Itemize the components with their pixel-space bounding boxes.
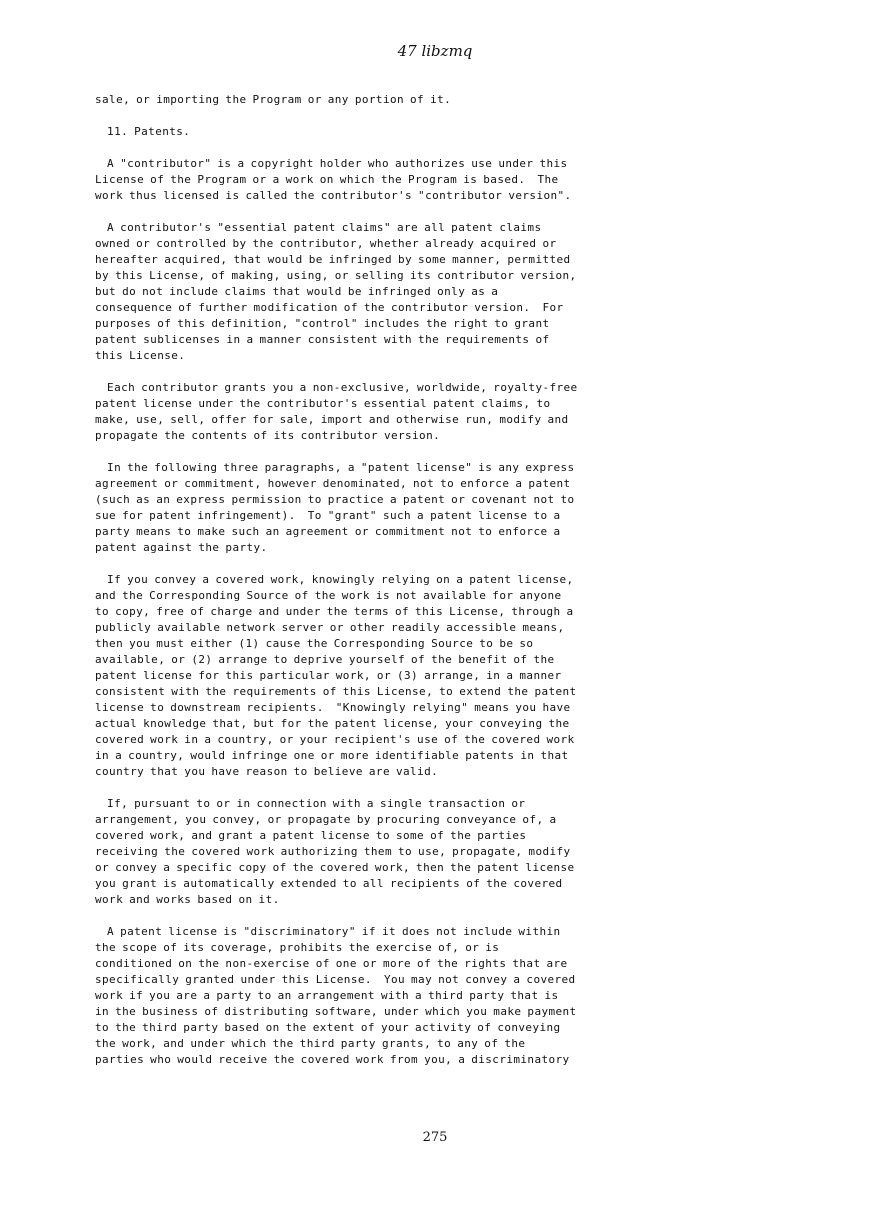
text-line: in a country, would infringe one or more identifiable patents in that [95, 749, 569, 762]
text-line: the scope of its coverage, prohibits the exercise of, or is [95, 941, 500, 954]
text-line: hereafter acquired, that would be infringed by some manner, permitted [95, 253, 571, 266]
text-line: (such as an express permission to practice a patent or covenant not to [95, 493, 575, 506]
text-line: but do not include claims that would be infringed only as a [95, 285, 499, 298]
text-line: In the following three paragraphs, a "patent license" is any express [95, 461, 575, 474]
page-header: 47 libzmq [397, 42, 473, 60]
paragraph [95, 380, 795, 444]
text-line: conditioned on the non-exercise of one or more of the rights that are [95, 957, 568, 970]
text-line: to copy, free of charge and under the terms of this License, through a [95, 605, 574, 618]
text-line: consequence of further modification of the contributor version. For [95, 301, 564, 314]
text-line: covered work in a country, or your recipient's use of the covered work [95, 733, 575, 746]
text-line: publicly available network server or other readily accessible means, [95, 621, 565, 634]
text-line: country that you have reason to believe are valid. [95, 765, 439, 778]
text-line: receiving the covered work authorizing them to use, propagate, modify [95, 845, 571, 858]
paragraph [95, 924, 795, 1068]
text-line: party means to make such an agreement or commitment not to enforce a [95, 525, 561, 538]
paragraph [95, 796, 795, 908]
text-line: this License. [95, 349, 186, 362]
text-line: patent against the party. [95, 541, 268, 554]
text-line: work and works based on it. [95, 893, 280, 906]
license-text [95, 92, 795, 1084]
text-line: sue for patent infringement). To "grant" such a patent license to a [95, 509, 561, 522]
paragraph [95, 460, 795, 556]
text-line: A contributor's "essential patent claims" are all patent claims [95, 221, 542, 234]
text-line: patent sublicenses in a manner consistent with the requirements of [95, 333, 550, 346]
text-line: parties who would receive the covered work from you, a discriminatory [95, 1053, 570, 1066]
text-line: available, or (2) arrange to deprive yourself of the benefit of the [95, 653, 555, 666]
text-line: consistent with the requirements of this License, to extend the patent [95, 685, 577, 698]
page-number: 275 [422, 1130, 448, 1145]
text-line: you grant is automatically extended to all recipients of the covered [95, 877, 563, 890]
paragraph [95, 220, 795, 364]
text-line: make, use, sell, offer for sale, import and otherwise run, modify and [95, 413, 569, 426]
text-line: or convey a specific copy of the covered work, then the patent license [95, 861, 575, 874]
paragraph [95, 92, 795, 108]
text-line: A patent license is "discriminatory" if it does not include within [95, 925, 561, 938]
paragraph [95, 156, 795, 204]
text-line: and the Corresponding Source of the work is not available for anyone [95, 589, 562, 602]
section-heading [95, 124, 795, 140]
text-line: arrangement, you convey, or propagate by procuring conveyance of, a [95, 813, 557, 826]
text-line: covered work, and grant a patent license to some of the parties [95, 829, 527, 842]
text-line: to the third party based on the extent of your activity of conveying [95, 1021, 561, 1034]
text-line: work if you are a party to an arrangement with a third party that is [95, 989, 559, 1002]
text-line: the work, and under which the third party grants, to any of the [95, 1037, 526, 1050]
text-line: patent license under the contributor's essential patent claims, to [95, 397, 551, 410]
text-line: If you convey a covered work, knowingly relying on a patent license, [95, 573, 574, 586]
text-line: agreement or commitment, however denominated, not to enforce a patent [95, 477, 571, 490]
text-line: A "contributor" is a copyright holder who authorizes use under this [95, 157, 568, 170]
text-line: Each contributor grants you a non-exclusive, worldwide, royalty-free [95, 381, 578, 394]
text-line: License of the Program or a work on which the Program is based. The [95, 173, 559, 186]
text-line: 11. Patents. [95, 125, 191, 138]
text-line: by this License, of making, using, or selling its contributor version, [95, 269, 577, 282]
text-line: purposes of this definition, "control" includes the right to grant [95, 317, 550, 330]
text-line: work thus licensed is called the contributor's "contributor version". [95, 189, 572, 202]
text-line: license to downstream recipients. "Knowingly relying" means you have [95, 701, 571, 714]
text-line: then you must either (1) cause the Corresponding Source to be so [95, 637, 534, 650]
text-line: owned or controlled by the contributor, whether already acquired or [95, 237, 557, 250]
text-line: sale, or importing the Program or any portion of it. [95, 93, 452, 106]
text-line: actual knowledge that, but for the patent license, your conveying the [95, 717, 570, 730]
text-line: in the business of distributing software, under which you make payment [95, 1005, 577, 1018]
text-line: If, pursuant to or in connection with a single transaction or [95, 797, 526, 810]
text-line: propagate the contents of its contributor version. [95, 429, 441, 442]
text-line: patent license for this particular work, or (3) arrange, in a manner [95, 669, 562, 682]
paragraph [95, 572, 795, 780]
text-line: specifically granted under this License. You may not convey a covered [95, 973, 576, 986]
